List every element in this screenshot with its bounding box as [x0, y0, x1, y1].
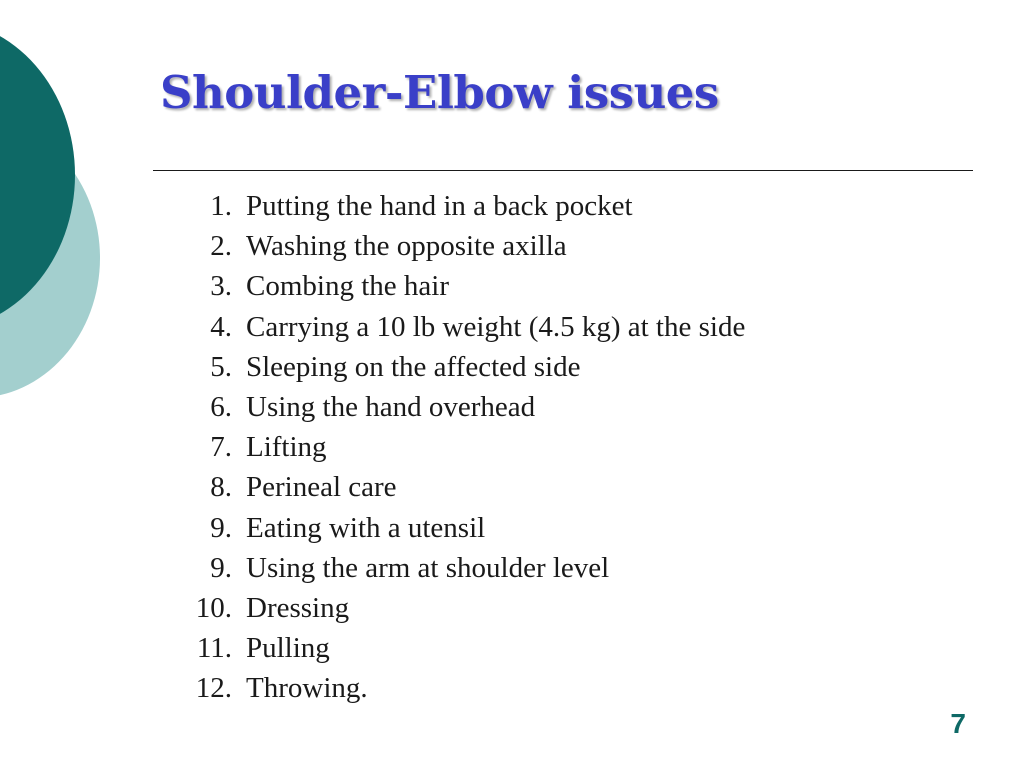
- issue-list: [190, 186, 745, 708]
- list-item-text: Sleeping on the affected side: [246, 350, 581, 383]
- list-item: [190, 467, 745, 507]
- list-item-number: 1.: [210, 190, 232, 222]
- list-item: [190, 347, 745, 387]
- list-item-text: Lifting: [246, 431, 327, 464]
- list-item-number: 6.: [210, 390, 232, 423]
- list-item-text: Washing the opposite axilla: [246, 230, 567, 263]
- list-item: [190, 508, 745, 548]
- list-item: [190, 186, 745, 226]
- list-item: [190, 266, 745, 306]
- list-item-text: Using the hand overhead: [246, 390, 536, 423]
- list-item-text: Throwing.: [246, 672, 368, 705]
- page-number: 7: [950, 708, 966, 739]
- list-item-text: Eating with a utensil: [246, 511, 486, 544]
- list-item-number: 9.: [210, 511, 232, 544]
- list-item-text: Carrying a 10 lb weight (4.5 kg) at the side: [246, 310, 746, 343]
- list-item-text: Pulling: [246, 632, 330, 665]
- list-item-text: Dressing: [246, 591, 350, 624]
- list-item: [190, 588, 745, 628]
- list-item-number: 2.: [210, 230, 232, 263]
- list-item-number: 11.: [196, 632, 232, 665]
- list-item-number: 10.: [195, 591, 232, 624]
- list-item: [190, 548, 745, 588]
- list-item-number: 4.: [210, 310, 232, 343]
- list-item: [190, 628, 745, 668]
- list-item-number: 12.: [195, 672, 232, 705]
- list-item: [190, 307, 745, 347]
- list-item: [190, 427, 745, 467]
- list-item-text: Using the arm at shoulder level: [246, 551, 610, 584]
- list-item-number: 5.: [210, 350, 232, 383]
- list-item-text: Combing the hair: [246, 270, 449, 303]
- divider-line: [153, 170, 973, 171]
- list-item-text: Putting the hand in a back pocket: [246, 190, 633, 222]
- slide-title: Shoulder-Elbow issues: [160, 66, 719, 119]
- list-item: [190, 387, 745, 427]
- list-item-text: Perineal care: [246, 471, 397, 504]
- list-item-number: 7.: [210, 431, 232, 464]
- list-item-number: 8.: [210, 471, 232, 504]
- list-item: [190, 668, 745, 708]
- list-item: [190, 226, 745, 266]
- list-item-number: 9.: [210, 551, 232, 584]
- list-item-number: 3.: [210, 270, 232, 303]
